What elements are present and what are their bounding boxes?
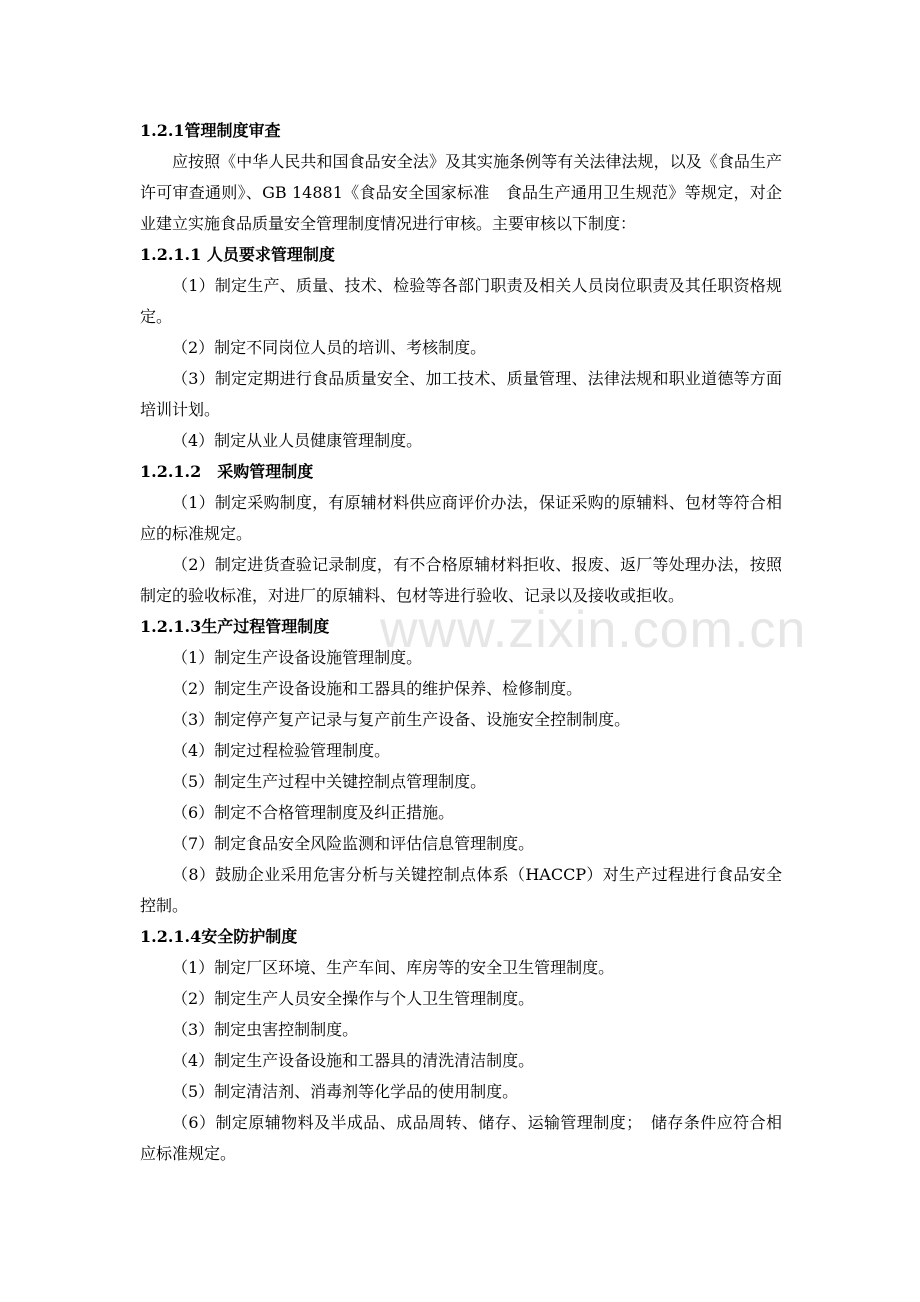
list-item: （3）制定定期进行食品质量安全、加工技术、质量管理、法律法规和职业道德等方面培训计划。 [140,369,782,419]
list-item: （1）制定生产设备设施管理制度。 [172,648,423,667]
list-item: （2）制定生产人员安全操作与个人卫生管理制度。 [172,989,535,1008]
list-item: （4）制定生产设备设施和工器具的清洗清洁制度。 [172,1051,535,1070]
section-heading-1-2-1-1: 1.2.1.1 人员要求管理制度 [140,245,335,264]
list-item: （1）制定厂区环境、生产车间、库房等的安全卫生管理制度。 [172,958,615,977]
list-item: （7）制定食品安全风险监测和评估信息管理制度。 [172,834,535,853]
watermark-text: www.zixin.com.cn [380,601,807,659]
list-item: （6）制定原辅物料及半成品、成品周转、储存、运输管理制度； 储存条件应符合相应标准规定。 [140,1113,782,1163]
list-item: （3）制定虫害控制制度。 [172,1020,359,1039]
list-item: （6）制定不合格管理制度及纠正措施。 [172,803,455,822]
intro-paragraph: 应按照《中华人民共和国食品安全法》及其实施条例等有关法律法规，以及《食品生产许可审查通则》、GB 14881《食品安全国家标准 食品生产通用卫生规范》等规定，对企业建立实施食品质量安全管理制度情况进行审核。主要审核以下制度： [140,152,782,233]
list-item: （3）制定停产复产记录与复产前生产设备、设施安全控制制度。 [172,710,631,729]
list-item: （1）制定采购制度，有原辅材料供应商评价办法，保证采购的原辅料、包材等符合相应的标准规定。 [140,493,782,543]
list-item: （5）制定清洁剂、消毒剂等化学品的使用制度。 [172,1082,519,1101]
section-heading-1-2-1-4: 1.2.1.4安全防护制度 [140,927,298,946]
list-item: （5）制定生产过程中关键控制点管理制度。 [172,772,487,791]
document-body [140,115,782,1169]
section-heading-1-2-1-2: 1.2.1.2 采购管理制度 [140,462,314,481]
list-item: （8）鼓励企业采用危害分析与关键控制点体系（HACCP）对生产过程进行食品安全控制。 [140,865,782,915]
list-item: （2）制定不同岗位人员的培训、考核制度。 [172,338,487,357]
list-item: （2）制定生产设备设施和工器具的维护保养、检修制度。 [172,679,583,698]
list-item: （2）制定进货查验记录制度，有不合格原辅材料拒收、报废、返厂等处理办法，按照制定的验收标准，对进厂的原辅料、包材等进行验收、记录以及接收或拒收。 [140,555,782,605]
list-item: （4）制定过程检验管理制度。 [172,741,391,760]
list-item: （1）制定生产、质量、技术、检验等各部门职责及相关人员岗位职责及其任职资格规定。 [140,276,782,326]
list-item: （4）制定从业人员健康管理制度。 [172,431,423,450]
section-heading-1-2-1-3: 1.2.1.3生产过程管理制度 [140,617,330,636]
section-heading-1-2-1: 1.2.1管理制度审查 [140,121,281,140]
